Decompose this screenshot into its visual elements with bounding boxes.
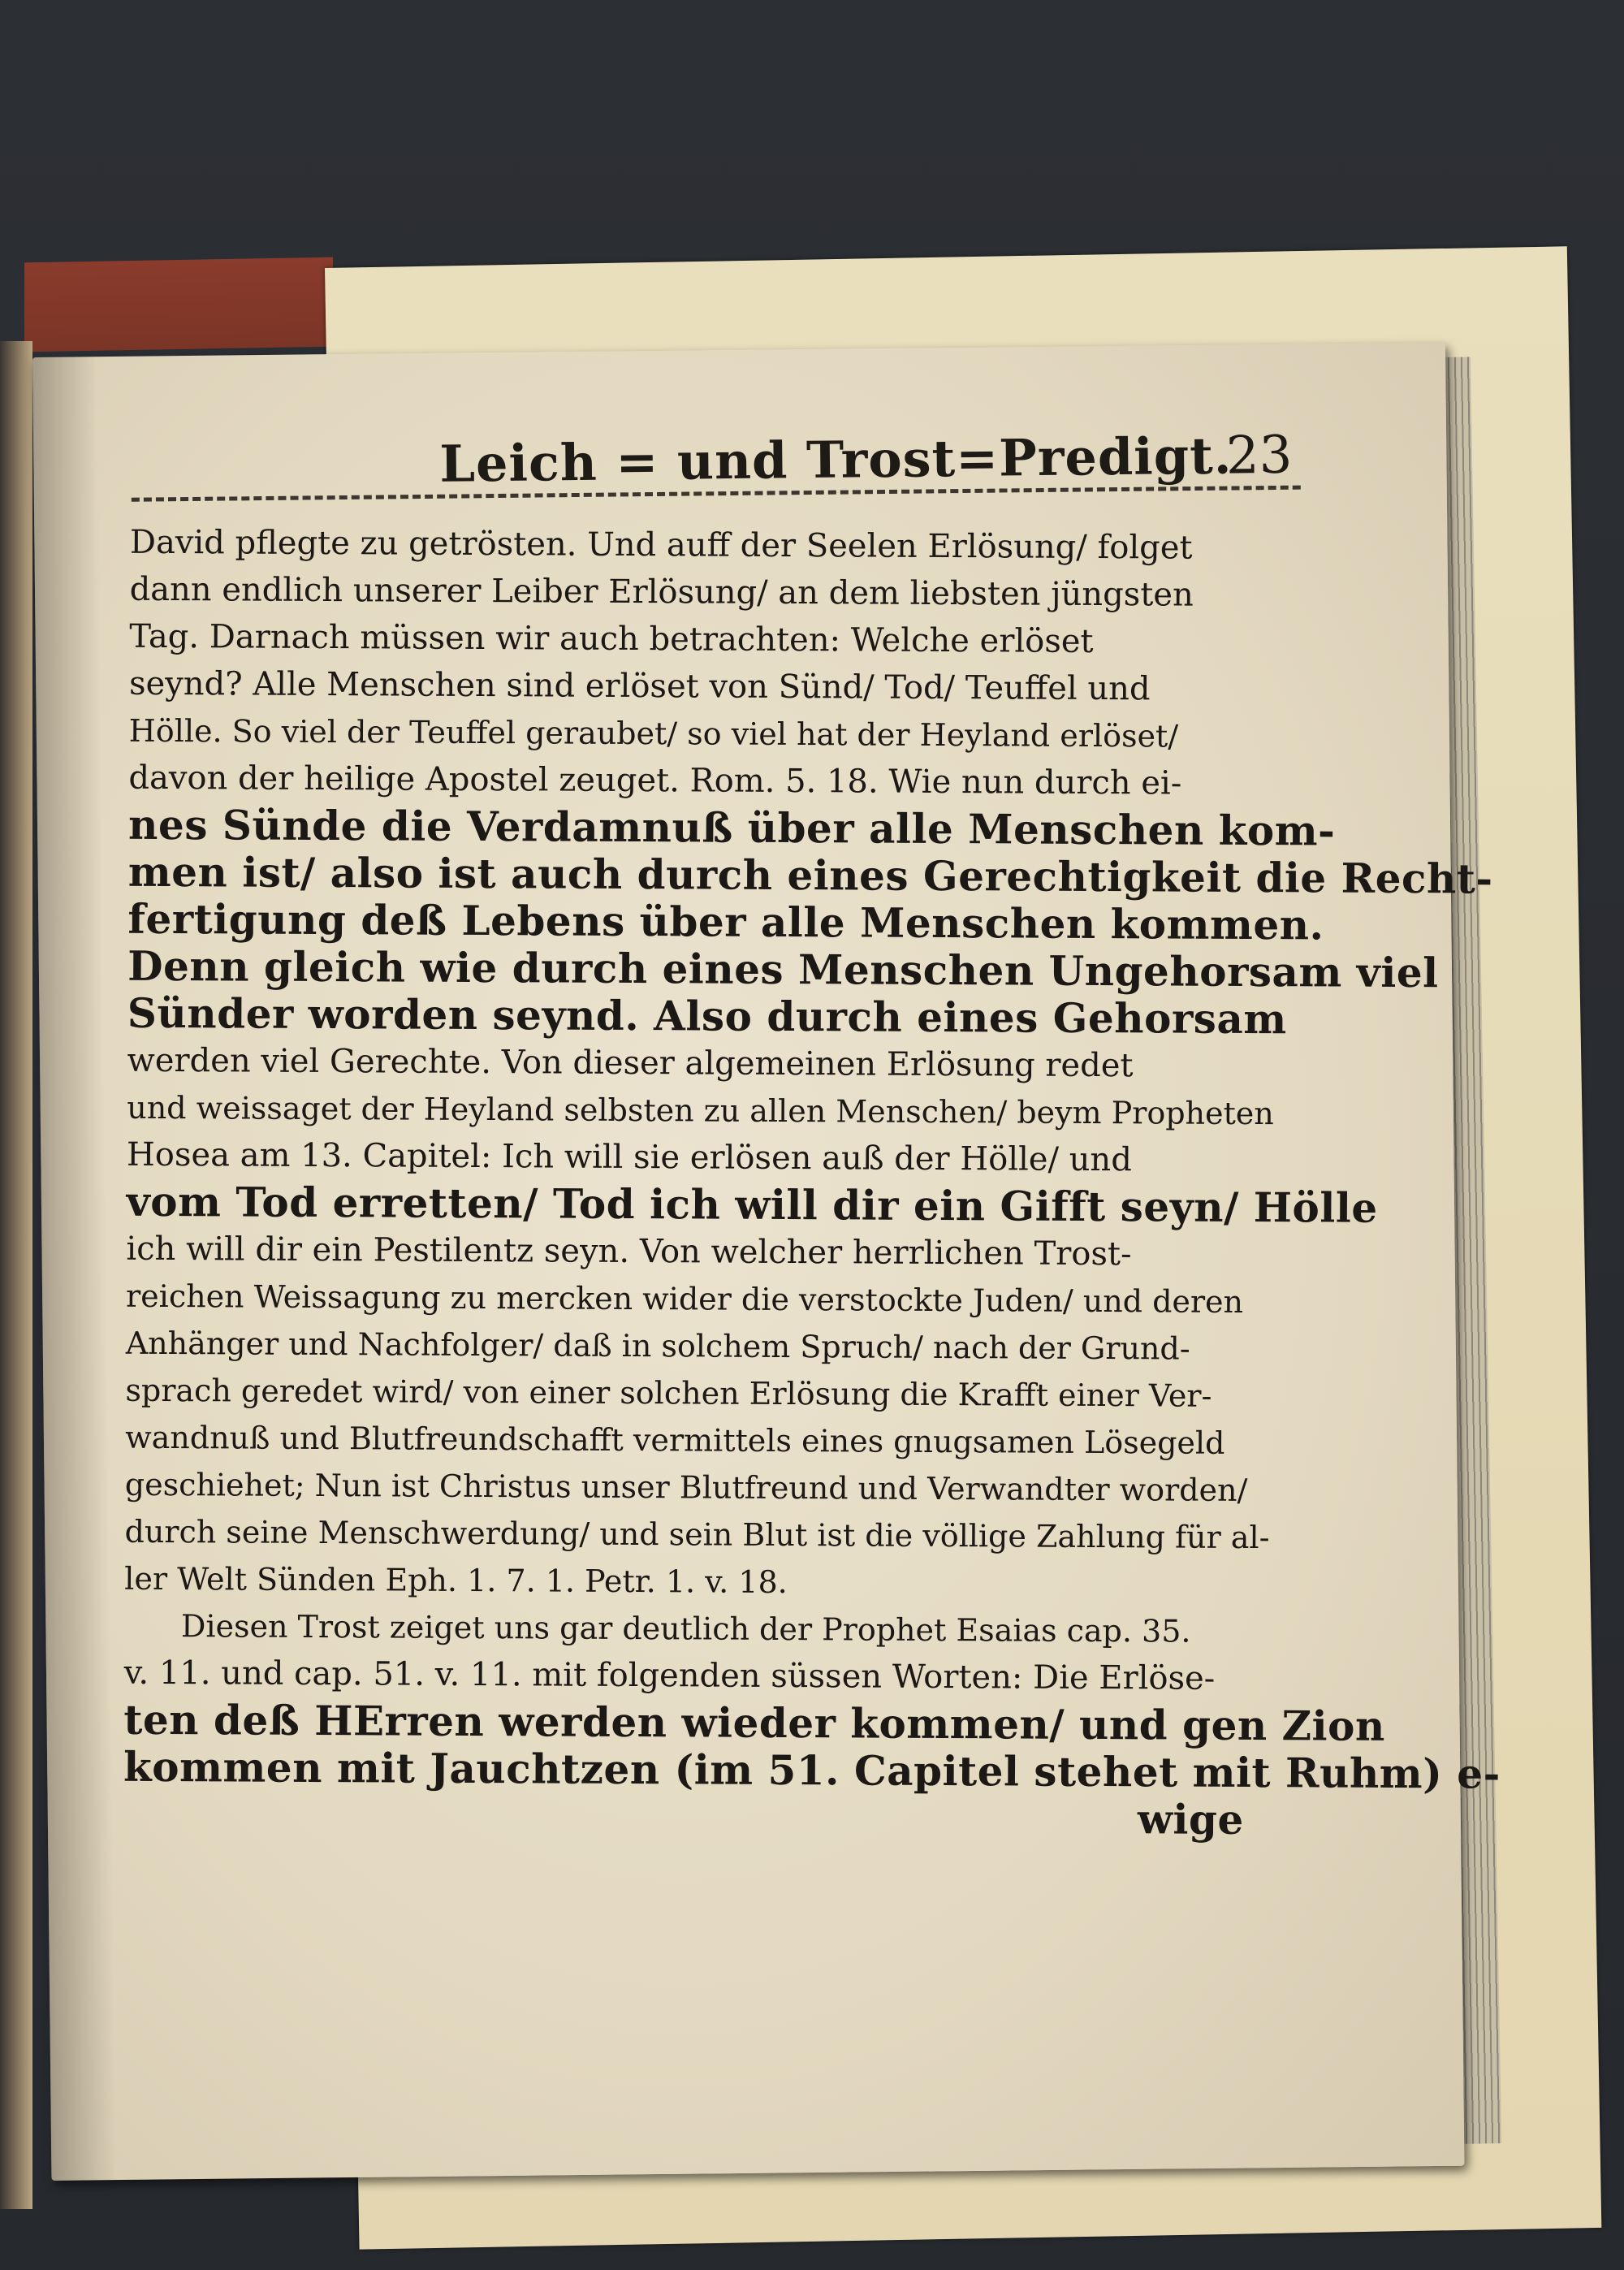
text-line: Hosea am 13. Capitel: Ich will sie erlösen auß der Hölle/ und — [126, 1135, 1132, 1179]
text-line: kommen mit Jauchtzen (im 51. Capitel stehet mit Ruhm) e- — [123, 1742, 1501, 1798]
text-line: Diesen Trost zeiget uns gar deutlich der Prophet Esaias cap. 35. — [180, 1608, 1191, 1650]
text-line: David pflegte zu getrösten. Und auff der Seelen Erlösung/ folget — [129, 523, 1193, 567]
text-line: wandnuß und Blutfreundschafft vermittels eines gnugsamen Lösegeld — [125, 1419, 1225, 1461]
text-line: werden viel Gerechte. Von dieser algemeinen Erlösung redet — [127, 1041, 1134, 1085]
book-cover-edge — [24, 257, 333, 352]
facing-page-edge — [0, 341, 32, 2209]
text-line: Tag. Darnach müssen wir auch betrachten: Welche erlöset — [129, 617, 1094, 660]
text-line: Sünder worden seynd. Also durch eines Gehorsam — [127, 988, 1287, 1044]
text-line: seynd? Alle Menschen sind erlöset von Sünd/ Tod/ Teuffel und — [128, 664, 1151, 708]
book-page — [32, 343, 1501, 2181]
text-line: ler Welt Sünden Eph. 1. 7. 1. Petr. 1. v. 18. — [124, 1560, 788, 1601]
text-line: v. 11. und cap. 51. v. 11. mit folgenden süssen Worten: Die Erlöse- — [123, 1654, 1216, 1697]
running-head — [131, 426, 1301, 511]
text-line: nes Sünde die Verdamnuß über alle Menschen kom- — [127, 800, 1336, 855]
text-line: vom Tod erretten/ Tod ich will dir ein Gifft seyn/ Hölle — [126, 1177, 1378, 1232]
text-line: und weissaget der Heyland selbsten zu allen Menschen/ beym Propheten — [127, 1089, 1274, 1132]
text-line: Denn gleich wie durch eines Menschen Ungehorsam viel — [127, 941, 1439, 997]
text-line: dann endlich unserer Leiber Erlösung/ an dem liebsten jüngsten — [129, 570, 1194, 614]
text-line: men ist/ also ist auch durch eines Gerechtigkeit die Recht- — [127, 847, 1493, 903]
text-line: wige — [1137, 1795, 1244, 1844]
text-line: sprach geredet wird/ von einer solchen Erlösung die Krafft einer Ver- — [125, 1372, 1212, 1414]
text-line: Anhänger und Nachfolger/ daß in solchem Spruch/ nach der Grund- — [125, 1325, 1190, 1367]
body-text — [123, 519, 1501, 1844]
text-line: durch seine Menschwerdung/ und sein Blut ist die völlige Zahlung für al- — [124, 1513, 1270, 1556]
page-number: 23 — [1225, 425, 1293, 486]
text-line: Hölle. So viel der Teuffel geraubet/ so viel hat der Heyland erlöset/ — [128, 712, 1179, 755]
text-line: reichen Weissagung zu mercken wider die verstockte Juden/ und deren — [125, 1278, 1244, 1320]
text-line: ich will dir ein Pestilentz seyn. Von welcher herrlichen Trost- — [126, 1230, 1132, 1273]
text-line: ten deß HErren werden wieder kommen/ und gen Zion — [123, 1695, 1385, 1750]
text-line: geschiehet; Nun ist Christus unser Blutfreund und Verwandter worden/ — [124, 1466, 1248, 1508]
text-line: davon der heilige Apostel zeuget. Rom. 5. 18. Wie nun durch ei- — [128, 759, 1182, 802]
text-line: fertigung deß Lebens über alle Menschen kommen. — [127, 894, 1324, 949]
running-head-title: Leich = und Trost=Predigt. — [439, 426, 1233, 494]
